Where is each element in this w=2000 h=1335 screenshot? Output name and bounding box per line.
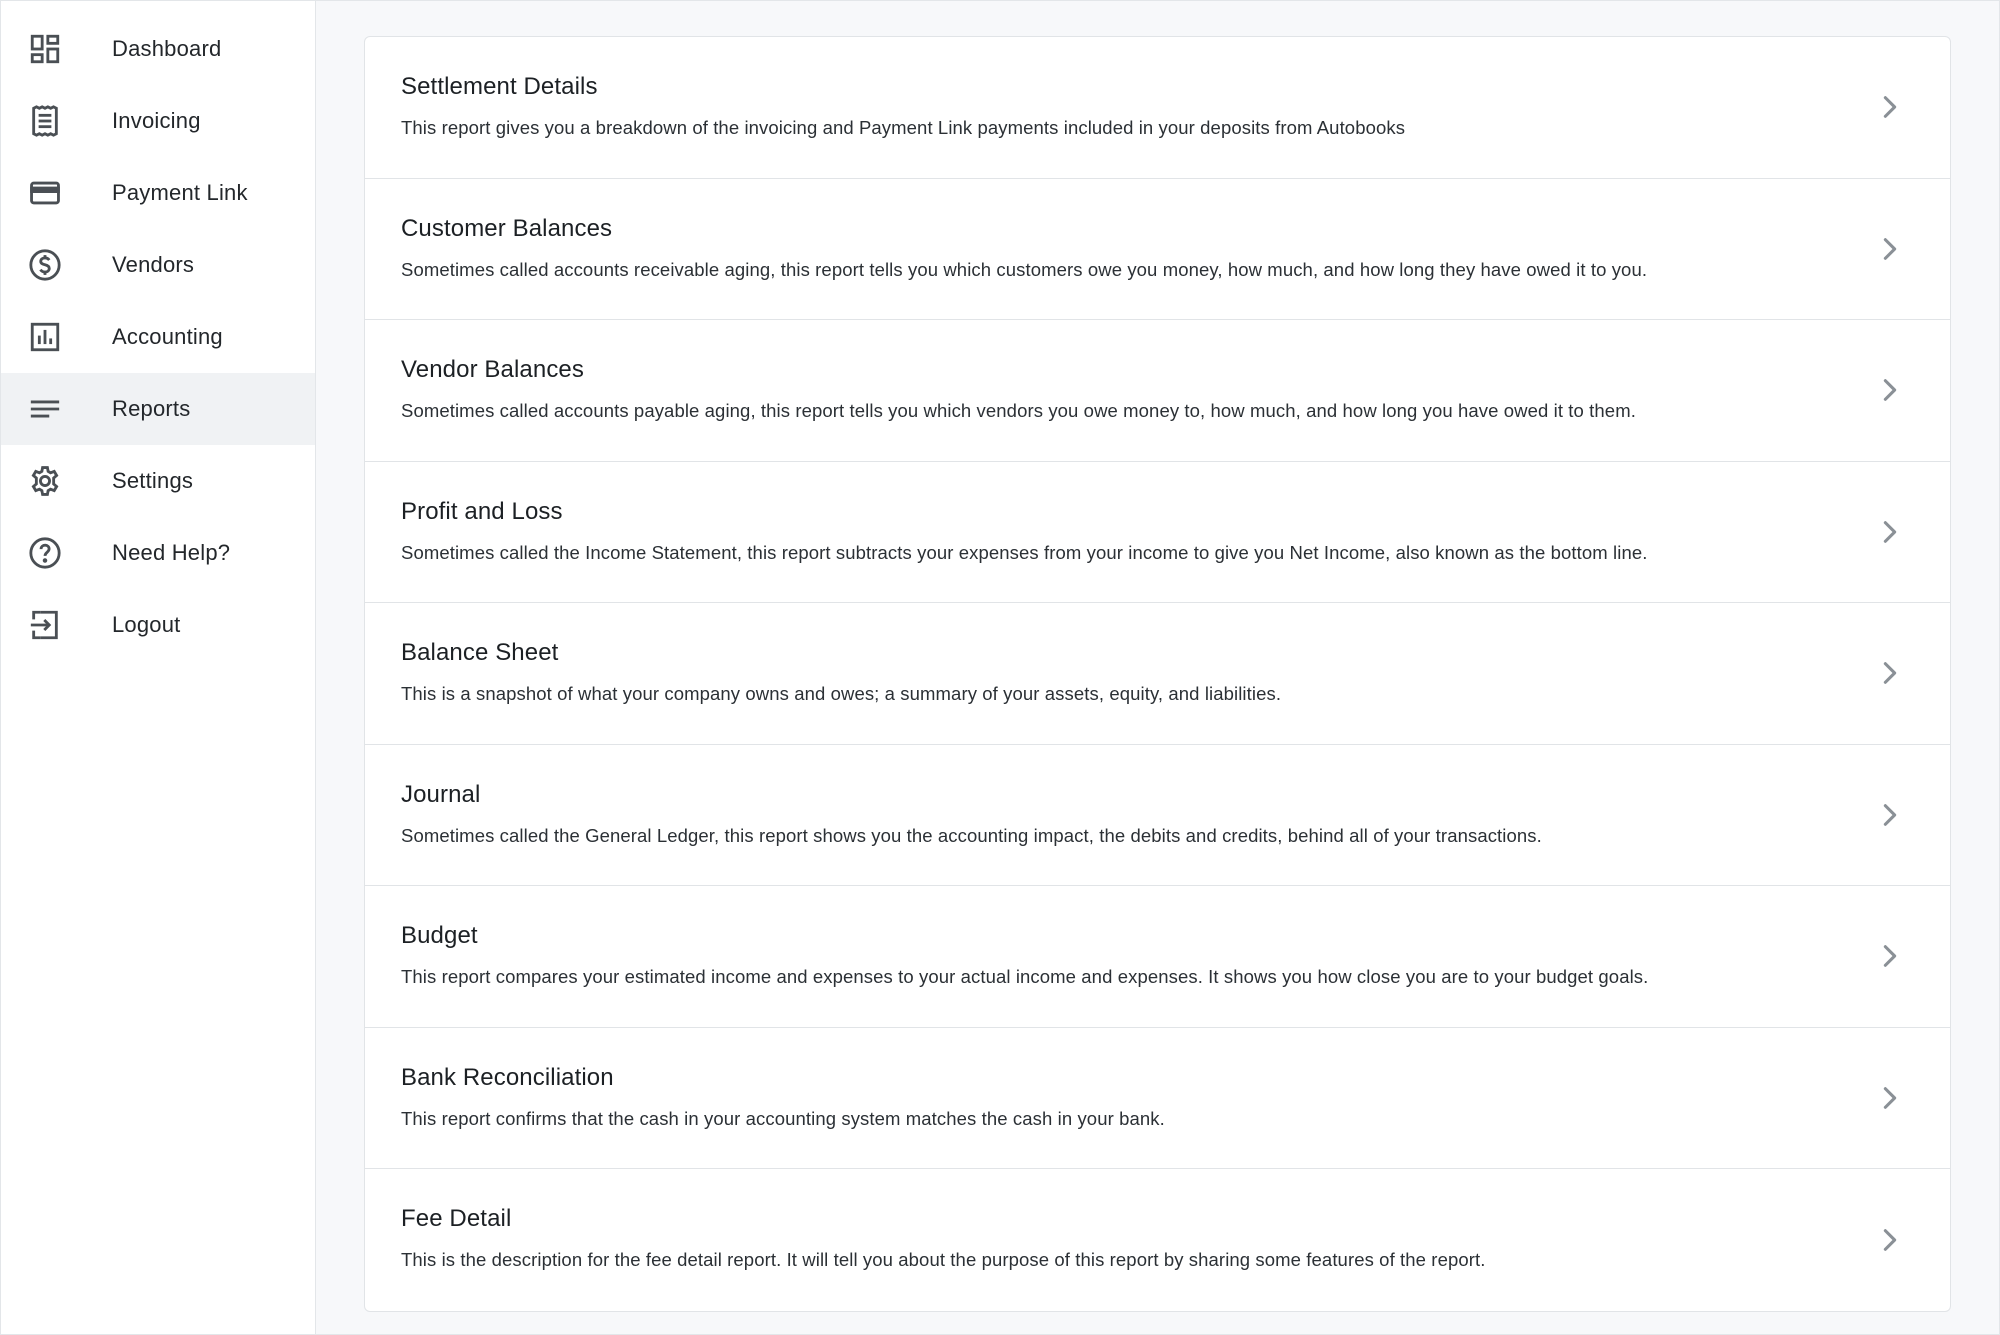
logout-icon [27,607,63,643]
dollar-circle-icon [27,247,63,283]
sidebar-item-label: Accounting [112,324,223,349]
report-title: Fee Detail [401,1205,512,1232]
report-title: Bank Reconciliation [401,1063,614,1091]
report-item-settlement-details[interactable] [365,37,1950,179]
credit-card-icon [27,175,63,211]
report-title: Vendor Balances [401,356,584,383]
report-item-budget[interactable] [365,886,1950,1028]
sidebar-item-label: Dashboard [112,36,222,61]
report-item-vendor-balances[interactable] [365,320,1950,462]
dashboard-icon [27,31,63,67]
chevron-right-icon[interactable] [1874,374,1906,406]
reports-lines-icon [27,391,63,427]
sidebar-item-label: Logout [112,612,181,637]
report-title: Customer Balances [401,214,613,242]
report-title: Profit and Loss [401,497,563,525]
sidebar-item-label: Payment Link [112,180,248,205]
report-item-balance-sheet[interactable] [365,603,1950,745]
chevron-right-icon[interactable] [1874,940,1906,972]
sidebar [1,1,316,1334]
report-title: Journal [401,780,481,808]
report-item-bank-reconciliation[interactable] [365,1028,1950,1170]
sidebar-item-reports[interactable] [1,373,315,445]
report-title: Settlement Details [401,73,598,100]
sidebar-item-settings[interactable] [1,445,315,517]
sidebar-item-label: Invoicing [112,108,201,133]
sidebar-item-accounting[interactable] [1,301,315,373]
chevron-right-icon[interactable] [1874,799,1906,831]
bar-chart-icon [27,319,63,355]
report-description: This report gives you a breakdown of the invoicing and Payment Link payments included in your deposits from Autobooks [401,117,1406,138]
report-description: Sometimes called accounts receivable aging, this report tells you which customers owe you money, how much, and how long they have owed it to you. [401,258,1648,280]
chevron-right-icon[interactable] [1874,233,1906,265]
chevron-right-icon[interactable] [1874,1082,1906,1114]
report-item-journal[interactable] [365,745,1950,887]
invoice-icon [27,103,63,139]
sidebar-item-logout[interactable] [1,589,315,661]
report-description: This report compares your estimated income and expenses to your actual income and expenses. It shows you how close you are to your budget goals. [401,966,1649,987]
gear-icon [27,463,63,499]
report-description: Sometimes called the General Ledger, this report shows you the accounting impact, the debits and credits, behind all of your transactions. [401,824,1542,846]
sidebar-item-label: Vendors [112,252,195,277]
report-description: This is a snapshot of what your company owns and owes; a summary of your assets, equity, and liabilities. [401,683,1282,704]
report-description: Sometimes called the Income Statement, this report subtracts your expenses from your income to give you Net Income, also known as the bottom line. [401,541,1648,563]
report-title: Balance Sheet [401,639,559,666]
report-title: Budget [401,922,478,949]
sidebar-item-invoicing[interactable] [1,85,315,157]
help-circle-icon [27,535,63,571]
report-description: This report confirms that the cash in your accounting system matches the cash in your bank. [401,1107,1165,1129]
chevron-right-icon[interactable] [1874,91,1906,123]
chevron-right-icon[interactable] [1874,516,1906,548]
report-item-customer-balances[interactable] [365,179,1950,321]
sidebar-item-label: Reports [112,396,191,421]
report-item-fee-detail[interactable] [365,1169,1950,1311]
report-list [364,36,1951,1312]
sidebar-item-payment-link[interactable] [1,157,315,229]
sidebar-item-dashboard[interactable] [1,13,315,85]
report-description: This is the description for the fee detail report. It will tell you about the purpose of this report by sharing some features of the report. [401,1249,1486,1270]
sidebar-item-need-help[interactable] [1,517,315,589]
chevron-right-icon[interactable] [1874,1224,1906,1256]
report-item-profit-and-loss[interactable] [365,462,1950,604]
main-content [316,1,1999,1334]
sidebar-item-vendors[interactable] [1,229,315,301]
chevron-right-icon[interactable] [1874,657,1906,689]
report-description: Sometimes called accounts payable aging, this report tells you which vendors you owe money to, how much, and how long you have owed it to them. [401,400,1636,421]
sidebar-item-label: Settings [112,468,194,493]
sidebar-item-label: Need Help? [112,540,231,565]
